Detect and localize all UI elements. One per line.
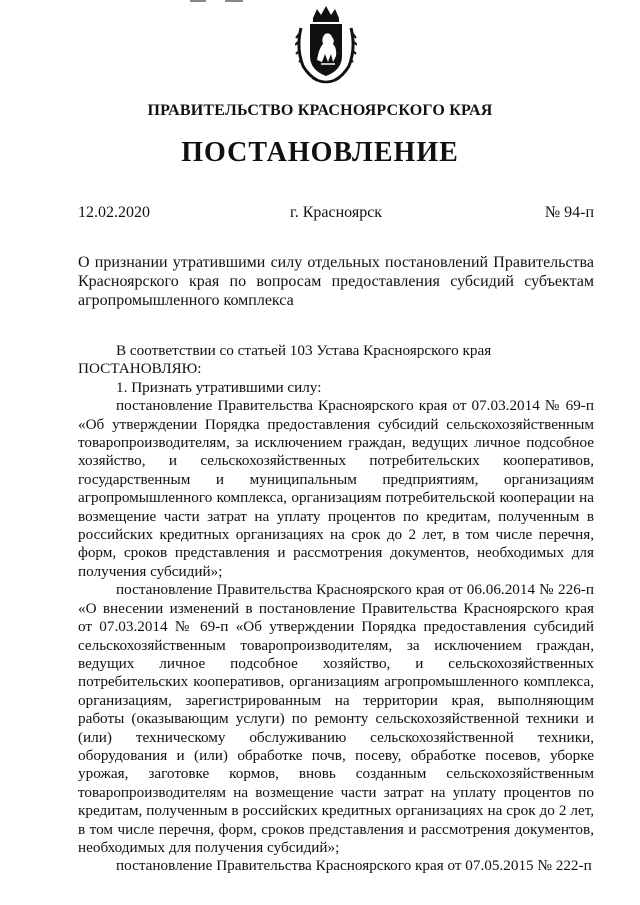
repealed-act-paragraph-3: постановление Правительства Красноярского края от 07.05.2015 № 222-п [116,857,592,875]
preamble-paragraph: В соответствии со статьей 103 Устава Красноярского края [116,342,492,359]
document-date: 12.02.2020 [78,204,150,221]
decree-word: ПОСТАНОВЛЯЮ: [78,360,202,378]
item-1-heading: 1. Признать утратившими силу: [116,378,322,396]
document-meta-row [78,204,594,224]
repealed-act-paragraph-1: постановление Правительства Красноярского края от 07.03.2014 № 69-п «Об утверждении Порядка предоставления субсидий сельскохозяйственным товаропроизводителям, за исключением граждан, ведущих личное подсобное хозяйство, и сельскохозяйственных потребительских кооперативов, государственным и муниципальным предприятиям, организациям агропромышленного комплекса, организациям потребительской кооперации на возмещение части затрат на уплату процентов по кредитам, полученным в российских кредитных организациях на срок до 2 лет, в том числе перечня, форм, сроков представления и рассмотрения документов, необходимых для получения субсидий»; [78,397,594,580]
document-body [78,342,594,876]
document-number: № 94-п [544,204,594,221]
document-city: г. Красноярск [289,204,383,221]
repealed-act-paragraph-2: постановление Правительства Красноярского края от 06.06.2014 № 226-п «О внесении изменений в постановление Правительства Красноярского края от 07.03.2014 № 69-п «Об утверждении Порядка предоставления субсидий сельскохозяйственным товаропроизводителям, за исключением граждан, ведущих личное подсобное хозяйство, и сельскохозяйственных потребительских кооперативов, организациям агропромышленного комплекса, организациям, зарегистрированным на территории края, выполняющим работы (оказывающим услуги) по ремонту сельскохозяйственной техники и (или) техническому обслуживанию сельскохозяйственной техники, оборудования и (или) обработке почв, посеву, обработке посевов, уборке урожая, заготовке кормов, вновь созданным сельскохозяйственным товаропроизводителям на возмещение части затрат на уплату процентов по кредитам, полученным в российских кредитных организациях на срок до 2 лет, в том числе перечня, форм, сроков представления и рассмотрения документов, необходимых для получения субсидий»; [78,581,594,856]
document-subject: О признании утратившими силу отдельных постановлений Правительства Красноярского края по вопросам предоставления субсидий субъектам агропромышленного комплекса [78,254,594,309]
coat-of-arms-icon [295,4,357,86]
government-title: ПРАВИТЕЛЬСТВО КРАСНОЯРСКОГО КРАЯ [147,102,493,119]
document-type-title: ПОСТАНОВЛЕНИЕ [181,137,459,168]
